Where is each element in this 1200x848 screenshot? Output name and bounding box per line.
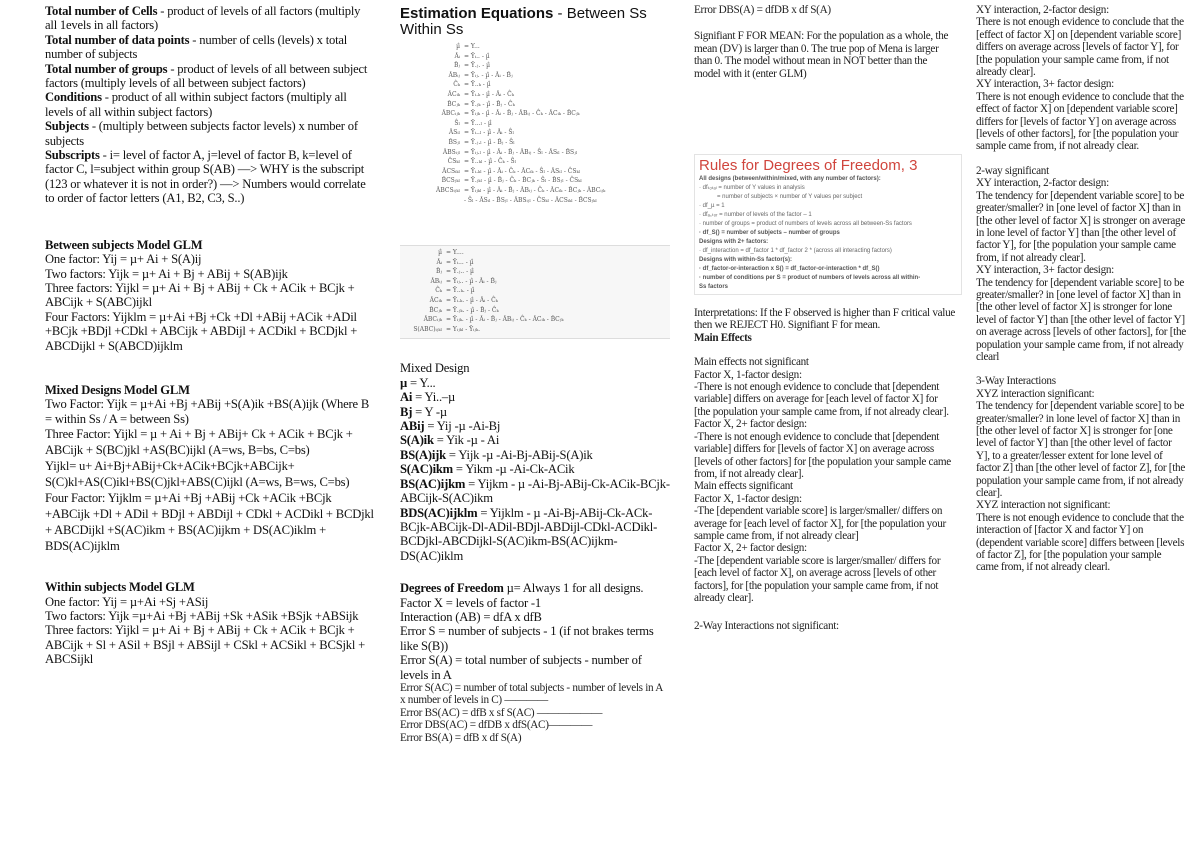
dof-title: Degrees of Freedom µ= Always 1 for all designs. (400, 581, 644, 596)
equation-row (400, 277, 670, 287)
def-subscripts: Subscripts - i= level of factor A, j=level of factor B, k=level of factor C, l=subject within group S(AB) —> WHY is the subscript (123 or whatever it is not in order?) —> Numbers would correlate to order of factor letters (A1, B2, C3, S..) (45, 148, 366, 206)
mixed-design-line (400, 477, 670, 506)
expr: = Y... (407, 375, 436, 390)
equation-row (400, 325, 670, 335)
slide-line: · number of conditions per S = product of numbers of levels across all within- (699, 275, 921, 282)
expr: = Yijkm - µ -Ai-Bj-ABij-Ck-ACik-BCjk-ABCijk-S(AC)ikm (400, 476, 670, 506)
equation-row (400, 315, 670, 325)
equation-row (418, 167, 658, 177)
slide-line: · df_µ = 1 (699, 203, 725, 210)
estimation-equations-image-1 (418, 42, 658, 205)
significant-f-mean: Signifiant F FOR MEAN: For the population as a whole, the mean (DV) is larger than 0. The true pop of Mena is larger than 0. The model without mean in NOT better than the model with it (enter GLM) (694, 30, 949, 80)
slide-lines (699, 175, 957, 292)
equation-row (418, 61, 658, 71)
term: µ (400, 375, 408, 390)
term: S(AC)ikm (400, 462, 453, 477)
equation-row (418, 80, 658, 90)
equation-rhs: = Ȳᵢⱼₖ - µ̂ - Âᵢ - B̂ⱼ - ÂBᵢⱼ - Ĉₖ - ÂCᵢₖ - B̂Cⱼₖ (464, 110, 580, 118)
equation-rhs: = Ȳᵢⱼₖ. - µ̂ - Âᵢ - B̂ⱼ - ÂBᵢⱼ - Ĉₖ - ÂCᵢₖ - B̂Cⱼₖ (446, 316, 564, 324)
equation-lhs: B̂ⱼ (454, 62, 460, 70)
slide-title: Rules for Degrees of Freedom, 3 (699, 157, 918, 175)
equation-lhs: ÂCSᵢₖₗ (442, 167, 460, 175)
glm-line: One factor: Yij = µ+Ai +Sj +ASij (45, 594, 209, 609)
equation-rhs: = Y.... (446, 249, 464, 257)
equation-lhs: µ̂ (456, 43, 460, 50)
equation-row (418, 42, 658, 52)
slide-line: · df_S() = number of subjects – number of groups (699, 230, 840, 237)
mixed-design-line (400, 376, 670, 390)
section-title: Mixed Design (400, 361, 470, 376)
dof-note: Error BS(A) = dfB x df S(A) (400, 731, 522, 744)
equation-rhs: = Y... (464, 43, 480, 50)
main-effect-line: Factor X, 2+ factor design: (694, 418, 807, 431)
equation-rhs: = Ȳᵢ.ₖ - µ̂ - Âᵢ - Ĉₖ (464, 90, 514, 98)
equation-row (418, 176, 658, 186)
equation-row (400, 267, 670, 277)
equation-row (400, 306, 670, 316)
expr: = Yijk -µ -Ai-Bj-ABij-S(A)ik (445, 447, 593, 462)
main-effect-line: -There is not enough evidence to conclude that [dependent variable] differs on average for [each level of factor X] for [the population your sample came from, if not already clear]. (694, 381, 949, 418)
slide-line: Ss factors (699, 284, 729, 291)
rules-dof-slide (694, 154, 962, 295)
equation-lhs: ÂCᵢₖ (429, 297, 442, 305)
equation-rhs: = Ȳ.ⱼₖₗ - µ̂ - B̂ⱼ - Ĉₖ - B̂Cⱼₖ - Ŝₗ - B̂Sⱼₗ - ĈSₖₗ (464, 177, 582, 185)
equation-row (400, 286, 670, 296)
dof-line: Error S(A) = total number of subjects - number of levels in A (400, 653, 642, 682)
slide-line: · number of groups = product of numbers of levels across all between-Ss factors (699, 221, 912, 228)
term: Ai (400, 390, 413, 405)
equation-row (418, 52, 658, 62)
column-1 (45, 4, 375, 667)
equation-lhs: B̂ⱼ (436, 268, 442, 276)
equation-lhs: Âᵢ (454, 52, 460, 60)
column-4 (976, 4, 1186, 574)
expr: = Yi..–µ (412, 390, 456, 405)
glm-line: Two factors: Yijk =µ+Ai +Bj +ABij +Sk +ASik +BSjk +ABSijk (45, 608, 359, 623)
mixed-design-line (400, 405, 670, 419)
main-effects-list (694, 356, 956, 604)
slide-line: Designs with within-Ss factor(s): (699, 257, 793, 264)
equation-row (418, 90, 658, 100)
equation-lhs (418, 196, 464, 206)
main-effect-line: -There is not enough evidence to conclude that [dependent variable] differs for [levels of factor X] on average across [levels of other factors] for [the population your sample came from, if not already clear]. (694, 430, 951, 480)
equation-row (418, 186, 658, 196)
equation-lhs: B̂CSⱼₖₗ (441, 177, 460, 185)
equation-rhs: = Ȳ..ₖₗ - µ̂ - Ĉₖ - Ŝₗ (464, 158, 517, 166)
glm-line: Two Factor: Yijk = µ+Ai +Bj +ABij +S(A)ik +BS(A)ijk (Where B = within Ss / A = between Ss) (45, 397, 370, 426)
term: BS(AC)ijkm (400, 476, 466, 491)
equation-row (418, 119, 658, 129)
interpretations: Interpretations: If the F observed is higher than F critical value then we REJECT H0. Signifiant F for mean. Main Effects (694, 307, 956, 344)
mixed-glm-section (45, 383, 375, 554)
within-glm-section (45, 580, 375, 666)
main-effects-title: Main Effects (694, 331, 752, 344)
main-effect-line: -The [dependent variable score] is larger/smaller/ differs on average for [each level of factor X], for [the population your sample came from, if not already clear] (694, 505, 946, 542)
column-3 (694, 4, 956, 633)
section-title: Within subjects Model GLM (45, 580, 195, 595)
mixed-design-line (400, 462, 670, 476)
dof-note: Error DBS(AC) = dfDB x dfS(AC)———— (400, 719, 593, 732)
term: Bj (400, 404, 413, 419)
error-dbs-note: Error DBS(A) = dfDB x df S(A) (694, 4, 831, 16)
dof-line: Error S = number of subjects - 1 (if not brakes terms like S(B)) (400, 624, 654, 653)
def-subjects: Subjects - (multiply between subjects factor levels) x number of subjects (45, 119, 358, 148)
equation-rhs: = Ȳ..ₖ. - µ̂ (446, 287, 475, 295)
main-effect-line: Main effects significant (694, 480, 793, 493)
mixed-design-line (400, 448, 670, 462)
equation-row (418, 138, 658, 148)
equation-rhs: = Ȳ.ⱼ.. - µ̂ (446, 268, 474, 276)
equation-lhs: B̂Cⱼₖ (429, 306, 442, 314)
slide-line: · dfₜₒₜₐₗ = number of Y values in analysis (699, 185, 805, 192)
equation-row (418, 157, 658, 167)
equation-lhs: ÂBCSᵢⱼₖₗ (436, 186, 460, 194)
term: BDS(AC)ijklm (400, 505, 478, 520)
expr: = Yik -µ - Ai (433, 433, 500, 448)
equation-lhs: ÂBᵢⱼ (448, 71, 460, 79)
def-cells: Total number of Cells - product of levels of all factors (multiply all 1evels in all factors) (45, 4, 361, 33)
degrees-of-freedom-section (400, 581, 670, 682)
equation-rhs: = Ȳᵢⱼ.ₗ - µ̂ - Âᵢ - B̂ⱼ - ÂBᵢⱼ - Ŝₗ - ÂSᵢₗ - B̂Sⱼₗ (464, 148, 578, 156)
equation-lhs: ÂBSᵢⱼₗ (442, 148, 460, 156)
three-way-section: 3-Way Interactions XYZ interaction significant: The tendency for [dependent variable score] to be greater/smaller? in lone level of factor X] than in [the other level of factor X] is stronger for [one level of factor Y] than [the other level of factor Y], to a greater/lesser extent for lone level of factor Z] than [the other level of factor Z], for [the population your sample came from, if not already clear]. XYZ interaction not significant: There is not enough evidence to conclude that the interaction of [factor X and factor Y] on (dependent variable score] differs between [levels of factor Z], for [the population your sample came from, if not already clearl. (976, 375, 1185, 574)
equation-list (418, 42, 658, 205)
def-groups: Total number of groups - product of levels of all between subject factors (multiply levels of all between subject factors) (45, 61, 368, 91)
equation-rhs: = Ȳ.ⱼ.ₗ - µ̂ - B̂ⱼ - Ŝₗ (464, 138, 515, 146)
equation-row (400, 258, 670, 268)
equation-lhs: Ĉₖ (453, 81, 460, 89)
expr: = Yikm -µ -Ai-Ck-ACik (452, 462, 575, 477)
slide-line: · df_factor-or-interaction x S() = df_factor-or-interaction * df_S() (699, 266, 880, 273)
two-way-not-significant: 2-Way Interactions not significant: (694, 620, 839, 633)
mixed-design-line (400, 419, 670, 433)
equation-row (418, 100, 658, 110)
equation-rhs: = Ȳᵢⱼₖₗ - µ̂ - Âᵢ - B̂ⱼ - ÂBᵢⱼ - Ĉₖ - ÂCᵢₖ - B̂Cⱼₖ - ÂBCᵢⱼₖ (464, 186, 606, 194)
term: S(A)ik (400, 433, 434, 448)
equation-lhs: Ĉₖ (435, 287, 442, 295)
equation-lhs: B̂Cⱼₖ (447, 100, 460, 108)
main-effect-line: Factor X, 2+ factor design: (694, 542, 807, 555)
equation-lhs: ĈSₖₗ (447, 158, 460, 166)
equation-lhs: Âᵢ (436, 258, 442, 266)
main-effect-line: Factor X, 1-factor design: (694, 492, 802, 505)
estimation-header: Estimation Equations - Between Ss Within Ss (400, 5, 647, 38)
equation-row (400, 296, 670, 306)
dof-note: Error BS(AC) = dfB x sf S(AC) —————— (400, 706, 603, 719)
equation-list (400, 248, 670, 334)
equation-rhs: - Ŝₗ - ÂSᵢₗ - B̂Sⱼₗ - ÂBSᵢⱼₗ - ĈSₖₗ - ÂCSᵢₖₗ - B̂CSⱼₖₗ (464, 196, 597, 204)
estimation-equations-image-2 (400, 245, 670, 339)
section-title: Between subjects Model GLM (45, 237, 203, 252)
equation-row (400, 248, 670, 258)
main-effect-line: Factor X, 1-factor design: (694, 368, 802, 381)
equation-row (418, 196, 658, 206)
expr: = Yij -µ -Ai-Bj (424, 419, 501, 434)
mixed-design-section (400, 361, 670, 563)
dof-small-notes (400, 682, 670, 744)
section-title: Mixed Designs Model GLM (45, 382, 190, 397)
equation-rhs: = Ȳ...ₗ - µ̂ (464, 119, 492, 127)
slide-line: Designs with 2+ factors: (699, 239, 769, 246)
between-glm-section (45, 238, 375, 353)
mixed-design-line (400, 433, 670, 447)
equation-lhs: B̂Sⱼₗ (448, 138, 460, 146)
equation-rhs: = Ȳ.ⱼ. - µ̂ (464, 62, 491, 70)
equation-rhs: = Ȳᵢⱼ. - µ̂ - Âᵢ - B̂ⱼ (464, 71, 513, 79)
term: ABij (400, 419, 425, 434)
glm-line: Three Factor: Yijkl = µ + Ai + Bj + ABij+ Ck + ACik + BCjk + ABCijk + S(BC)jkl +AS(BC)ijkl (A=ws, B=bs, C=bs) (45, 427, 353, 458)
slide-line: · df_interaction = df_factor 1 * df_factor 2 * (across all interacting factors) (699, 248, 892, 255)
equation-row (418, 71, 658, 81)
definitions (45, 4, 375, 206)
glm-line: Three factors: Yijkl = µ+ Ai + Bj + ABij + Ck + ACik + BCjk + ABCijk + Sl + ASil + BSjl + ABSijl + CSkl + ACSikl + BCSjkl + ABCSijkl (45, 623, 366, 667)
two-way-significant: 2-way significant XY interaction, 2-factor design: The tendency for [dependent variable score] to be greater/smaller? in [one level of factor X] than in [the other level of factor X] is stronger on average in lone level of factor Y] than [the other level of factor Y], for [the population your sample came from, if not already clear]. XY interaction, 3+ factor design: The tendency for [dependent variable score] to be greater/smaller? in [one level of factor X] than in [the other level of factor X] is stronger for lone level of factor Y] than [the other level of factor Y] on average across [levels of other factors], for [the population your sample came from, if not already clearl (976, 164, 1186, 363)
equation-lhs: S(ABC)ᵢⱼₖₗ (413, 325, 442, 333)
equation-rhs: = Ȳᵢ.ₖ. - µ̂ - Âᵢ - Ĉₖ (446, 297, 498, 305)
equation-rhs: = Ȳ.ⱼₖ. - µ̂ - B̂ⱼ - Ĉₖ (446, 306, 499, 314)
glm-line: Yijkl= u+ Ai+Bj+ABij+Ck+ACik+BCjk+ABCijk+ S(C)kl+AS(C)ikl+BS(C)jkl+ABS(C)ijkl (A=ws, B=ws, C=bs) (45, 459, 350, 490)
equation-rhs: = Ȳᵢⱼ.. - µ̂ - Âᵢ - B̂ⱼ (446, 277, 497, 285)
equation-lhs: ÂBCᵢⱼₖ (441, 110, 460, 118)
glm-line: Four Factor: Yijklm = µ+Ai +Bj +ABij +Ck +ACik +BCjk +ABCijk +Dl + ADil + BDjl + ABDijl + CDkl + ACDikl + BCDjkl + ABCDijkl +S(AC)ikm + BS(AC)ijkm + DS(AC)iklm + BDS(AC)ijklm (45, 491, 374, 554)
equation-row (418, 128, 658, 138)
equation-rhs: = Ȳᵢ.. - µ̂ (464, 52, 490, 60)
main-effect-line: Main effects not significant (694, 356, 809, 369)
glm-line: Two factors: Yijk = µ+ Ai + Bj + ABij + S(AB)ijk (45, 266, 288, 281)
equation-row (418, 109, 658, 119)
mixed-design-line (400, 390, 670, 404)
glm-line: One factor: Yij = µ+ Ai + S(A)ij (45, 252, 202, 267)
equation-lhs: ÂCᵢₖ (447, 90, 460, 98)
equation-rhs: = Ȳᵢ..ₗ - µ̂ - Âᵢ - Ŝₗ (464, 129, 514, 137)
equation-rhs: = Ȳᵢ.ₖₗ - µ̂ - Âᵢ - Ĉₖ - ÂCᵢₖ - Ŝₗ - ÂSᵢₗ - ĈSₖₗ (464, 167, 581, 175)
def-data-points: Total number of data points - number of cells (levels) x total number of subjects (45, 32, 348, 62)
equation-lhs: Ŝₗ (454, 119, 460, 127)
slide-line: · dfₐ꜀ₜₒᵣ = number of levels of the factor – 1 (699, 212, 812, 219)
glm-line: Three factors: Yijkl = µ+ Ai + Bj + ABij + Ck + ACik + BCjk + ABCijk + S(ABC)ijkl (45, 280, 355, 310)
dof-note: Error S(AC) = number of total subjects - number of levels in A x number of levels in C) ———— (400, 681, 663, 707)
expr: = Yijklm - µ -Ai-Bj-ABij-Ck-ACk-BCjk-ABCijk-Dl-ADil-BDjl-ABDijl-CDkl-ACDikl-BCDjkl-ABCDijkl-S(AC)ikm-BS(AC)ijkm-DS(AC)iklm (400, 505, 658, 563)
equation-rhs: = Yᵢⱼₖₗ - Ȳᵢⱼₖ. (446, 325, 481, 333)
term: BS(A)ijk (400, 447, 446, 462)
equation-lhs: ÂBᵢⱼ (430, 277, 442, 285)
mixed-design-lines (400, 376, 670, 563)
dof-line: Factor X = levels of factor -1 (400, 595, 541, 610)
glm-line: Four Factors: Yijklm = µ+Ai +Bj +Ck +Dl +ABij +ACik +ADil +BCjk +BDjl +CDkl + ABCijk + ABDijl + ACDikl + BCDjkl + ABCDijkl + S(ABCD)ijklm (45, 309, 358, 353)
equation-rhs: = Ȳᵢ... - µ̂ (446, 258, 474, 266)
slide-line: = number of subjects × number of Y values per subject (717, 194, 863, 201)
equation-rhs: = Ȳ.ⱼₖ - µ̂ - B̂ⱼ - Ĉₖ (464, 100, 515, 108)
equation-lhs: ÂBCᵢⱼₖ (423, 316, 442, 324)
two-way-ns-blocks: XY interaction, 2-factor design: There is not enough evidence to conclude that the [effect of factor X] on [dependent variable score] differs on average across [levels of factor Y], for [the population your sample came from, if not already clear]. XY interaction, 3+ factor design: There is not enough evidence to conclude that the effect of factor X] on [dependent variable score] differs for [levels of factor Y] on average across [levels of other factors], for [the population your sample came from, if not already clear. (976, 4, 1184, 153)
def-conditions: Conditions - product of all within subject factors (multiply all levels of all within subject factors) (45, 90, 347, 119)
dof-line: Interaction (AB) = dfA x dfB (400, 609, 542, 624)
equation-lhs: ÂSᵢₗ (448, 129, 460, 137)
equation-lhs: µ̂ (438, 249, 442, 257)
main-effect-line: -The [dependent variable score is larger/smaller/ differs for [each level of factor X], on average across [levels of other factors], for [the population your sample came from, if not already clear]. (694, 554, 941, 604)
equation-rhs: = Ȳ..ₖ - µ̂ (464, 81, 491, 89)
mixed-design-line (400, 506, 670, 564)
equation-row (418, 148, 658, 158)
column-2 (400, 6, 670, 744)
slide-line: All designs (between/within/mixed, with any number of factors): (699, 176, 881, 183)
expr: = Y -µ (412, 404, 447, 419)
